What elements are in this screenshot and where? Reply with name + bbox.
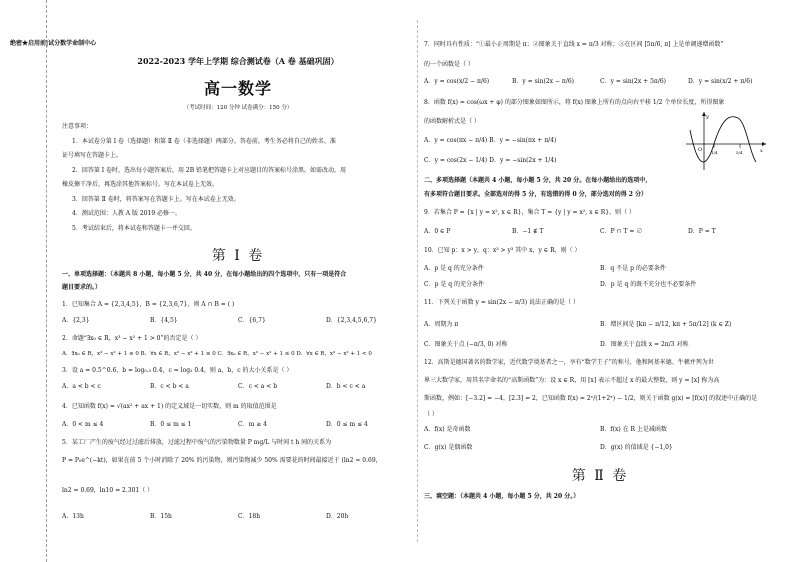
question-4: 4．已知函数 f(x) = √(ax² + ax + 1) 的定义域是一切实数，则 m 的取值范围是 xyxy=(62,403,277,410)
note-2a: 2．回答第 Ⅰ 卷时，选出每小题答案后，用 2B 铅笔把答题卡上对应题目的答案标号涂黑，如需改动，用 xyxy=(72,167,347,174)
x-axis-label: x xyxy=(760,148,763,154)
option[interactable]: A．0 < m ≤ 4 xyxy=(62,421,104,428)
option[interactable]: D．y = sin(x/2 + π/6) xyxy=(688,78,753,85)
option[interactable]: A．f(x) 是奇函数 xyxy=(424,426,471,433)
option[interactable]: B．−1 ∉ T xyxy=(512,228,544,235)
note-4: 4．测试范围：人教 A 版 2019 必修一。 xyxy=(72,210,182,217)
option[interactable]: A．周期为 π xyxy=(424,321,459,328)
option[interactable]: B．15h xyxy=(150,513,172,520)
question-8-options-a: A．y = cos(πx − π/4) B．y = −sin(πx + π/4) xyxy=(424,137,557,144)
question-5c: ln2 = 0.69，ln10 = 2.301（ ） xyxy=(62,487,154,494)
option[interactable]: C．y = sin(2x + 5π/6) xyxy=(600,78,667,85)
question-7a: 7．同时具有性质：“①最小正周期是 π；②图象关于直线 x = π/3 对称；③在区间 [5π/6, π] 上是单调递增函数” xyxy=(424,41,724,48)
option[interactable]: C．m ≥ 4 xyxy=(238,421,267,428)
question-3: 3．设 a = 0.5^0.6，b = log₀.₅ 0.4，c = log₂ 0.4，则 a，b，c 的大小关系是（ ） xyxy=(62,367,293,374)
question-10-options-a xyxy=(424,264,776,273)
option[interactable]: C．18h xyxy=(238,513,261,520)
option[interactable]: B．{4,5} xyxy=(150,317,178,324)
question-5-options xyxy=(62,512,414,521)
option[interactable]: A．13h xyxy=(62,513,84,520)
option[interactable]: C．{6,7} xyxy=(238,317,266,324)
question-1: 1．已知集合 A = {2,3,4,5}，B = {2,3,6,7}，则 A ∩ B = ( ) xyxy=(62,301,235,308)
section3-instructions: 三、填空题：（本题共 4 小题，每小题 5 分，共 20 分。） xyxy=(424,493,580,500)
option[interactable]: C．p 是 q 的充分条件 xyxy=(424,281,484,288)
question-4-options xyxy=(62,420,414,429)
section1-instructions-a: 一、单项选择题：（本题共 8 小题，每小题 5 分，共 40 分，在每小题给出的四个选项中，只有一项是符合 xyxy=(62,271,347,278)
question-7-options xyxy=(424,77,776,86)
option[interactable]: A．{2,3} xyxy=(62,317,90,324)
question-12a: 12．高斯是德国著名的数学家，近代数学奠基者之一，享有“数学王子”的称号，他和阿基米德、牛顿并列为世 xyxy=(424,359,714,366)
option[interactable]: A．a < b < c xyxy=(62,383,101,390)
point-b-label: 5/4 xyxy=(736,150,743,155)
question-8-options-b: C．y = cos(2x − 1/4) D．y = −sin(2x + 1/4) xyxy=(424,157,557,164)
graph-svg xyxy=(684,110,768,172)
option[interactable]: B．q 不是 p 的必要条件 xyxy=(600,265,666,272)
column-divider xyxy=(417,20,418,542)
exam-title: 2022-2023 学年上学期 综合测试卷（A 卷 基础巩固） xyxy=(137,56,339,66)
option[interactable]: A．y = cos(x/2 − π/6) xyxy=(424,78,490,85)
question-8a: 8．函数 f(x) = cos(ωx + φ) 的部分图象如图所示，将 f(x) 图象上所有的点向右平移 1/2 个单位长度，所得图象 xyxy=(424,99,725,106)
question-1-options xyxy=(62,316,414,325)
question-10: 10．已知 p：x > y，q：x³ > y³ 其中 x，y ∈ R，则（ ） xyxy=(424,247,581,254)
question-12-options-a xyxy=(424,425,776,434)
option[interactable]: D．P = T xyxy=(688,228,716,235)
option[interactable]: B．f(x) 在 R 上是减函数 xyxy=(600,426,667,433)
secret-mark: 绝密★启用前|试分数学命制中心 xyxy=(10,40,97,47)
notes-heading: 注意事项： xyxy=(62,123,93,130)
note-5: 5．考试结束后，将本试卷和答题卡一并交回。 xyxy=(72,225,196,232)
note-1a: 1．本试卷分第 Ⅰ 卷（选择题）和第 Ⅱ 卷（非选择题）两部分。答卷前，考生务必将自己的姓名、准 xyxy=(72,138,336,145)
question-5b: P = P₀e^(−kt)，如果在前 5 个小时消除了 20% 的污染物，则污染物减少 50% 需要花的时间最接近于 (ln2 ≈ 0.69， xyxy=(62,457,382,464)
right-column xyxy=(424,0,776,562)
option[interactable]: D．20h xyxy=(326,513,349,520)
question-12-options-b xyxy=(424,443,776,452)
question-11-options-b xyxy=(424,340,776,349)
option[interactable]: D．{2,3,4,5,6,7} xyxy=(326,317,377,324)
origin-label: O xyxy=(698,147,703,153)
cosine-curve xyxy=(690,117,756,162)
point-a-label: 1/4 xyxy=(711,150,718,155)
option[interactable]: D．g(x) 的值域是 {−1,0} xyxy=(600,444,673,451)
question-9-options xyxy=(424,227,776,236)
option[interactable]: B．增区间是 [kπ − π/12, kπ + 5π/12] (k ∈ Z) xyxy=(600,321,732,328)
question-8b: 的函数解析式是（ ） xyxy=(424,118,480,125)
question-7b: 的一个函数是（ ） xyxy=(424,61,474,68)
binding-line xyxy=(46,0,47,562)
option[interactable]: B．y = sin(2x − π/6) xyxy=(512,78,575,85)
question-3-options xyxy=(62,382,414,391)
y-axis-label: y xyxy=(706,114,709,120)
option[interactable]: C．g(x) 是偶函数 xyxy=(424,444,473,451)
option[interactable]: B．0 ≤ m ≤ 1 xyxy=(150,421,192,428)
option[interactable]: D．0 ≤ m ≤ 4 xyxy=(326,421,368,428)
option[interactable]: B．c < b < a xyxy=(150,383,189,390)
cosine-graph xyxy=(684,110,768,172)
note-2b: 橡皮擦干净后，再选涂其他答案标号。写在本试卷上无效。 xyxy=(62,181,219,188)
section1-instructions-b: 题目要求的。） xyxy=(62,284,102,291)
question-2-options: A．∃x₀ ∈ R，x³ − x² + 1 ≤ 0 B．∀x ∈ R，x³ − x² + 1 ≤ 0 C．∃x₀ ∈ R，x³ − x² + 1 ≤ 0 D．∀x ∈ R，x³ − x² + 1 < 0 xyxy=(62,351,372,357)
option[interactable]: D．图象关于直线 x = 2π/3 对称 xyxy=(600,341,689,348)
question-12c: 斯函数，例如：[−3.2] = −4，[2.3] = 2，已知函数 f(x) = 2ˣ/(1+2ˣ) − 1/2，则关于函数 g(x) = [f(x)] 的叙述中正确的是 xyxy=(424,395,758,402)
question-9: 9．若集合 P = {x | y = x², x ∈ R}，集合 T = {y | y = x², x ∈ R}，则（ ） xyxy=(424,209,635,216)
question-10-options-b xyxy=(424,280,776,289)
option[interactable]: C．图象关于点 (−π/3, 0) 对称 xyxy=(424,341,508,348)
option[interactable]: C．P ∩ T = ∅ xyxy=(600,228,643,235)
note-3: 3．回答第 Ⅱ 卷时，将答案写在答题卡上。写在本试卷上无效。 xyxy=(72,196,240,203)
option[interactable]: C．c < a < b xyxy=(238,383,278,390)
x-axis-arrow xyxy=(762,142,766,146)
left-column xyxy=(62,0,414,562)
part1-heading: 第 Ⅰ 卷 xyxy=(211,248,265,264)
section2-instructions-a: 二、多项选择题（本题共 4 小题，每小题 5 分，共 20 分。在每小题给出的选项中， xyxy=(424,177,652,184)
exam-info: （考试时间：120 分钟 试卷满分：150 分） xyxy=(183,105,293,111)
question-2: 2．命题“∃x₀ ∈ R，x³ − x² + 1 > 0”的否定是（ ） xyxy=(62,335,202,342)
option[interactable]: D．p 是 q 的既不充分也不必要条件 xyxy=(600,281,697,288)
question-12d: （ ） xyxy=(424,411,438,418)
question-5a: 5．某工厂产生的废气经过过滤后排放，过滤过程中废气的污染物数量 P mg/L 与时间 t h 间的关系为 xyxy=(62,439,332,446)
option[interactable]: A．0 ∈ P xyxy=(424,228,451,235)
question-11: 11．下列关于函数 y = sin(2x − π/3) 说法正确的是（ ） xyxy=(424,299,579,306)
option[interactable]: D．b < c < a xyxy=(326,383,366,390)
note-1b: 证号填写在答题卡上。 xyxy=(62,152,123,159)
question-11-options-a xyxy=(424,320,776,329)
subject-title: 高一数学 xyxy=(203,79,272,98)
section2-instructions-b: 有多项符合题目要求。全部选对的得 5 分，有选错的得 0 分，部分选对的得 2 分） xyxy=(424,191,648,198)
part2-heading: 第 Ⅱ 卷 xyxy=(571,468,629,484)
option[interactable]: A．p 是 q 的充分条件 xyxy=(424,265,484,272)
question-12b: 界三大数学家，用其名字命名的“高斯函数”为：设 x ∈ R，用 [x] 表示不超过 x 的最大整数，则 y = [x] 称为高 xyxy=(424,377,720,384)
